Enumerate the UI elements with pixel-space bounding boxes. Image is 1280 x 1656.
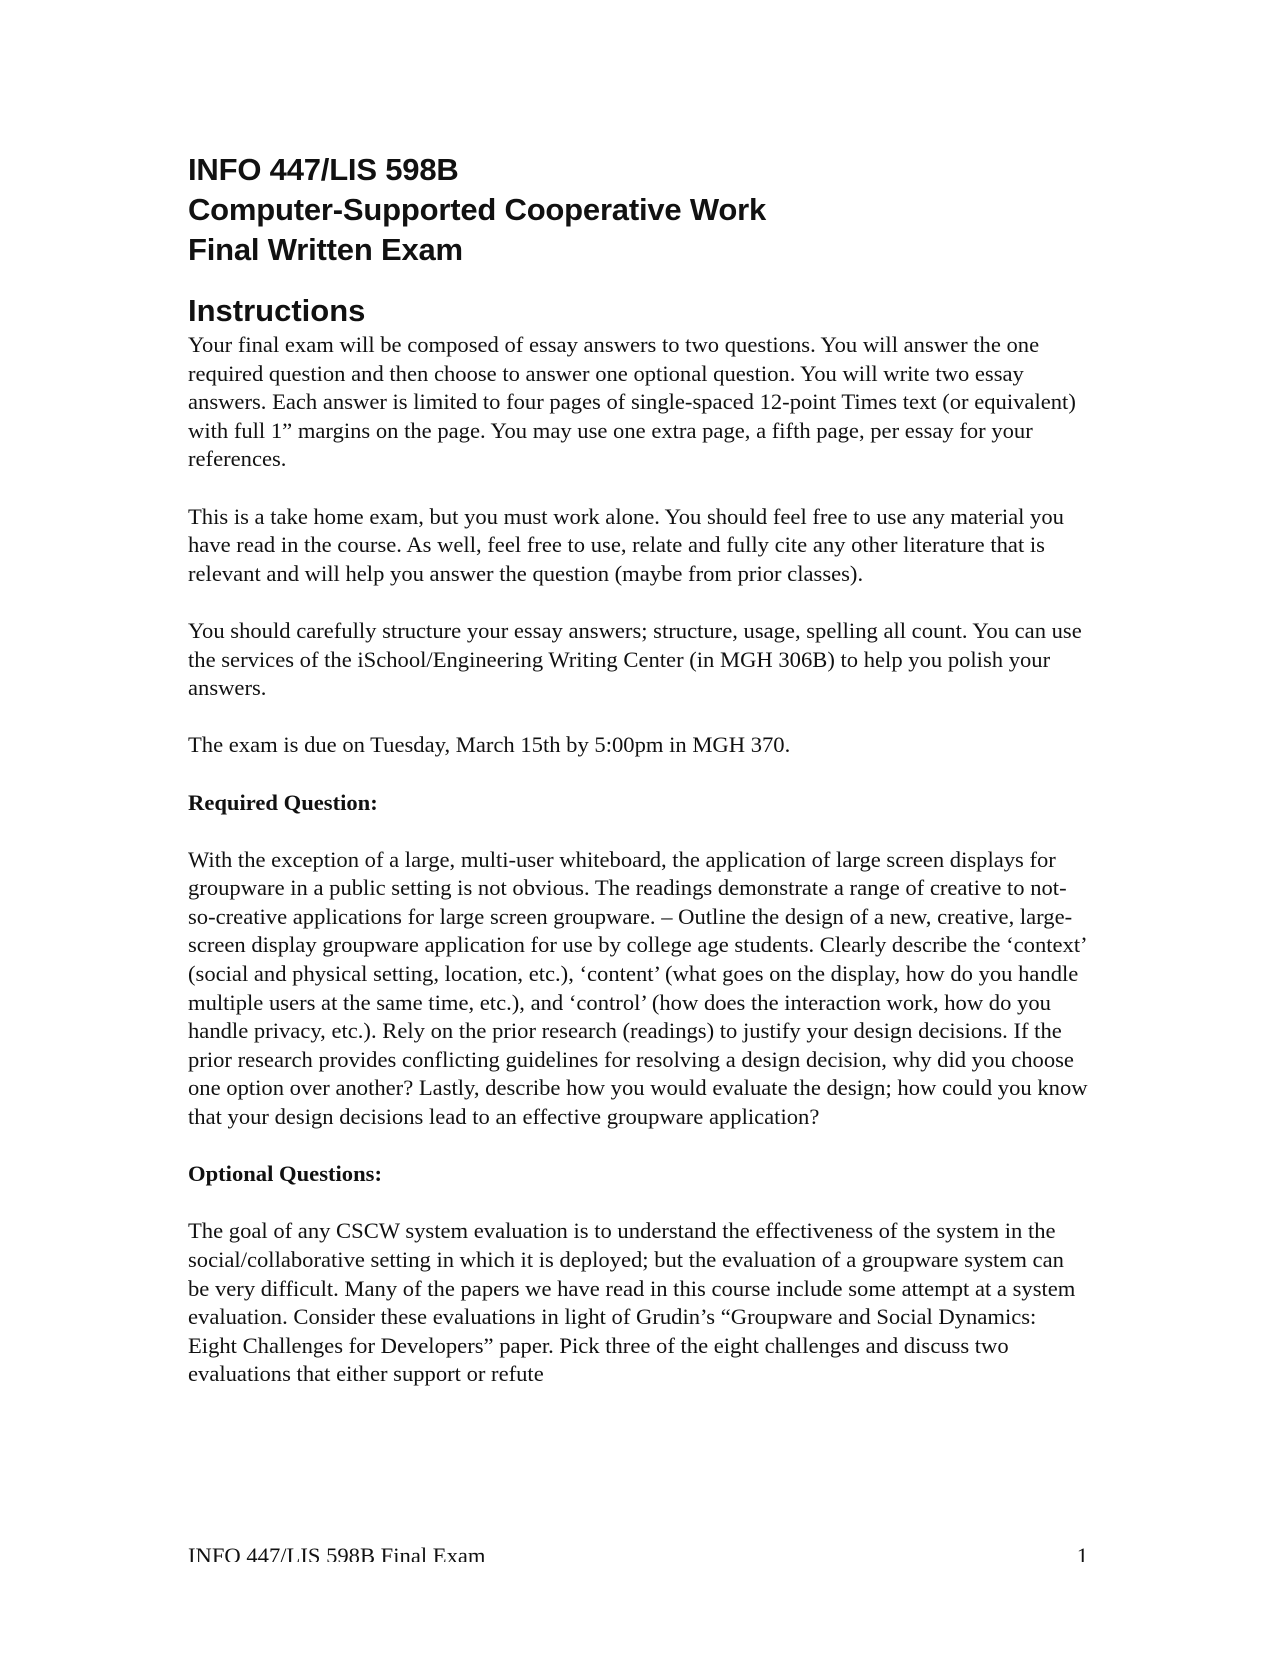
required-question-text: With the exception of a large, multi-user whiteboard, the application of large screen displays for groupware in a public setting is not obvious. The readings demonstrate a range of creative to not-so-creative applications for large screen groupware. – Outline the design of a new, creative, large-screen display groupware application for use by college age students. Clearly describe the ‘context’ (social and physical setting, location, etc.), ‘content’ (what goes on the display, how do you handle multiple users at the same time, etc.), and ‘control’ (how does the interaction work, how do you handle privacy, etc.). Rely on the prior research (readings) to justify your design decisions. If the prior research provides conflicting guidelines for resolving a design decision, why did you choose one option over another? Lastly, describe how you would evaluate the design; how could you know that your design decisions lead to an effective groupware application? bbox=[188, 846, 1088, 1130]
page-footer bbox=[188, 1542, 1088, 1562]
page-number: 1 bbox=[1076, 1543, 1088, 1562]
due-date-paragraph: The exam is due on Tuesday, March 15th by 5:00pm in MGH 370. bbox=[188, 732, 791, 758]
optional-question-text: The goal of any CSCW system evaluation is to understand the effectiveness of the system in the social/collaborative setting in which it is deployed; but the evaluation of a groupware system can be very difficult. Many of the papers we have read in this course include some attempt at a system evaluation. Consider these evaluations in light of Grudin’s “Groupware and Social Dynamics: Eight Challenges for Developers” paper. Pick three of the eight challenges and discuss two evaluations that either support or refute bbox=[188, 1218, 1076, 1387]
instructions-paragraph-2: This is a take home exam, but you must work alone. You should feel free to use any material you have read in the course. As well, feel free to use, relate and fully cite any other literature that is relevant and will help you answer the question (maybe from prior classes). bbox=[188, 503, 1064, 586]
instructions-heading: Instructions bbox=[188, 293, 366, 328]
required-question-heading: Required Question: bbox=[188, 789, 378, 815]
document-page bbox=[188, 150, 1088, 1389]
footer-label: INFO 447/LIS 598B Final Exam bbox=[188, 1543, 486, 1562]
exam-title: Final Written Exam bbox=[188, 232, 463, 267]
instructions-paragraph-3: You should carefully structure your essay answers; structure, usage, spelling all count. You can use the services of the iSchool/Engineering Writing Center (in MGH 306B) to help you polish your answers. bbox=[188, 617, 1082, 701]
optional-questions-heading: Optional Questions: bbox=[188, 1161, 382, 1187]
course-title: Computer-Supported Cooperative Work bbox=[188, 192, 767, 227]
course-code: INFO 447/LIS 598B bbox=[188, 152, 459, 187]
instructions-paragraph-1: Your final exam will be composed of essay answers to two questions. You will answer the one required question and then choose to answer one optional question. You will write two essay answers. Each answer is limited to four pages of single-spaced 12-point Times text (or equivalent) with full 1” margins on the page. You may use one extra page, a fifth page, per essay for your references. bbox=[188, 332, 1076, 472]
